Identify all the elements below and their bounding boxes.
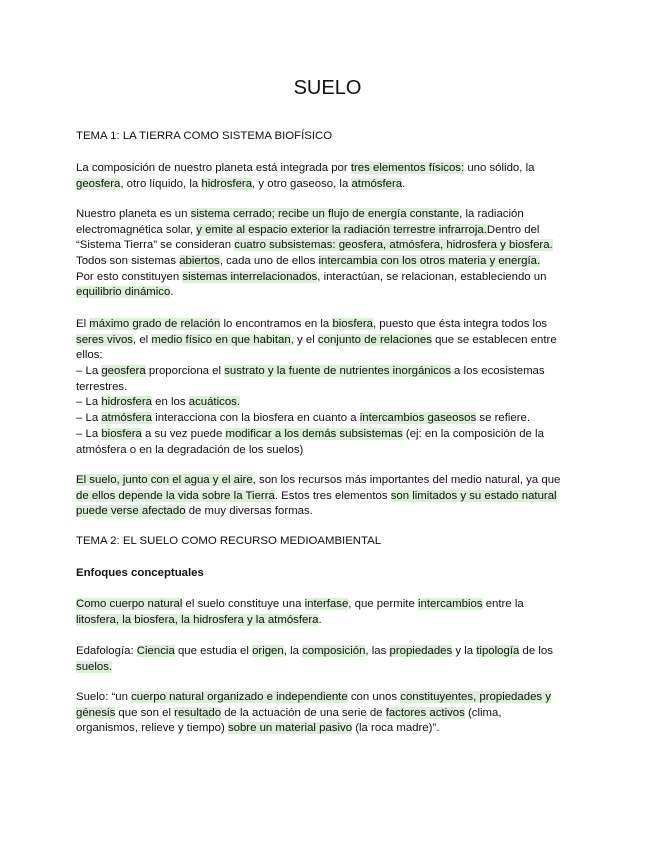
highlighted-text: composición: [302, 645, 366, 657]
text-segment: TEMA 2: EL SUELO COMO RECURSO MEDIOAMBIENTAL: [76, 535, 382, 547]
text-segment: , cada uno de ellos: [219, 255, 319, 268]
text-segment: terrestres.: [76, 380, 128, 393]
highlighted-text: cuatro subsistemas: geosfera, atmósfera, hidrosfera y biosfera.: [234, 239, 553, 252]
text-segment: – La: [76, 412, 102, 425]
text-segment: (clima,: [464, 706, 502, 719]
highlighted-text: atmósfera: [101, 412, 152, 425]
highlighted-text: resultado: [174, 706, 222, 719]
highlighted-text: intercambios: [417, 598, 483, 610]
highlighted-text: biosfera: [101, 427, 142, 440]
text-line: [76, 223, 596, 239]
text-segment: Por esto constituyen: [76, 270, 183, 283]
paragraph-composicion: [76, 161, 596, 192]
text-line: [76, 395, 596, 411]
text-line: [76, 207, 596, 223]
text-segment: La composición de nuestro planeta está integrada por: [76, 162, 351, 174]
text-segment: a los ecosistemas: [450, 365, 545, 378]
text-segment: (la roca madre)”.: [352, 722, 440, 735]
paragraph-recursos: [76, 473, 596, 520]
text-line: [76, 254, 596, 270]
text-segment: “Sistema Tierra” se consideran: [76, 239, 235, 252]
text-line: [76, 489, 596, 505]
highlighted-text: sobre un material pasivo: [227, 722, 353, 735]
highlighted-text: sustrato y la fuente de nutrientes inorgánicos: [224, 365, 451, 378]
paragraph-definicion-suelo: [76, 690, 596, 737]
text-segment: entre la: [482, 598, 524, 610]
text-segment: , interactúan, se relacionan, estableciendo un: [317, 270, 547, 283]
highlighted-text: intercambia con los otros materia y energía.: [318, 255, 541, 268]
highlighted-text: sistemas interrelacionados: [182, 270, 318, 283]
highlighted-text: constituyentes, propiedades y: [400, 691, 551, 703]
highlighted-text: intercambios gaseosos: [359, 412, 477, 425]
text-segment: de muy diversas formas.: [185, 505, 313, 518]
text-line: [76, 534, 596, 550]
text-segment: , son los recursos más importantes del medio natural, ya que: [252, 474, 561, 486]
highlighted-text: son limitados y su estado natural: [390, 489, 557, 502]
highlighted-text: acuáticos.: [188, 396, 241, 409]
tema-1-heading: [76, 129, 596, 145]
text-line: [76, 721, 596, 737]
text-segment: , las: [365, 645, 390, 657]
text-segment: a su vez puede: [141, 427, 226, 440]
highlighted-text: modificar a los demás subsistemas: [225, 427, 403, 440]
text-line: [76, 270, 596, 286]
paragraph-sistema-cerrado: [76, 207, 596, 301]
text-segment: que son el: [115, 706, 175, 719]
text-line: [76, 238, 596, 254]
text-segment: El: [76, 318, 90, 330]
text-segment: electromagnética solar,: [76, 223, 197, 236]
text-segment: interacciona con la biosfera en cuanto a: [152, 412, 360, 425]
highlighted-text: seres vivos: [76, 333, 133, 346]
highlighted-text: origen: [252, 645, 284, 657]
text-segment: organismos, relieve y tiempo): [76, 722, 228, 735]
text-line: [76, 427, 596, 443]
highlighted-text: equilibrio dinámico: [76, 286, 171, 299]
text-segment: y la: [452, 645, 477, 657]
text-segment: , y el: [290, 333, 318, 346]
highlighted-text: medio físico en que habitan: [151, 333, 291, 346]
highlighted-text: propiedades: [389, 645, 453, 657]
text-line: [76, 333, 596, 349]
text-segment: – La: [76, 365, 102, 378]
text-segment: proporciona el: [145, 365, 225, 378]
highlighted-text: geosfera: [76, 177, 121, 190]
text-segment: – La: [76, 396, 102, 409]
text-line: [76, 597, 596, 613]
highlighted-text: Ciencia: [136, 645, 175, 657]
text-segment: uno sólido, la: [464, 162, 535, 174]
paragraph-cuerpo-natural: [76, 597, 596, 628]
highlighted-text: máximo grado de relación: [89, 318, 221, 330]
highlighted-text: cuerpo natural organizado e independiente: [131, 691, 348, 703]
paragraph-edafologia: [76, 644, 596, 675]
text-line: [76, 177, 596, 193]
text-segment: , y otro gaseoso, la: [252, 177, 352, 190]
text-line: [76, 504, 596, 520]
text-segment: de la actuación de una serie de: [221, 706, 386, 719]
highlighted-text: El suelo, junto con el agua y el aire: [76, 474, 253, 486]
text-line: [76, 348, 596, 364]
highlighted-text: atmósfera: [351, 177, 403, 190]
text-segment: , otro líquido, la: [120, 177, 202, 190]
highlighted-text: puede verse afectado: [76, 505, 186, 518]
tema-2-heading: [76, 534, 596, 550]
text-line: [76, 473, 596, 489]
text-segment: que estudia el: [174, 645, 253, 657]
text-segment: .: [318, 613, 322, 626]
text-segment: se refiere.: [476, 412, 531, 425]
text-segment: Dentro del: [486, 223, 540, 236]
text-line: [76, 364, 596, 380]
text-line: [76, 443, 596, 459]
text-line: [76, 613, 596, 629]
highlighted-text: litosfera, la biosfera, la hidrosfera y la atmósfera: [76, 613, 319, 626]
text-segment: con unos: [347, 691, 401, 703]
text-line: [76, 129, 596, 145]
text-segment: Edafología:: [76, 645, 137, 657]
highlighted-text: conjunto de relaciones: [317, 333, 432, 346]
text-segment: Suelo: “un: [76, 691, 132, 703]
text-segment: .: [170, 286, 174, 299]
text-segment: (ej: en la composición de la: [402, 427, 544, 440]
highlighted-text: sistema cerrado; recibe un flujo de energía constante: [190, 208, 460, 220]
text-segment: , puesto que ésta integra todos los: [372, 318, 548, 330]
highlighted-text: abiertos: [179, 255, 220, 268]
highlighted-text: hidrosfera: [101, 396, 152, 409]
highlighted-text: de ellos depende la vida sobre la Tierra: [76, 489, 275, 502]
text-segment: . Estos tres elementos: [274, 489, 391, 502]
text-segment: atmósfera o en la degradación de los suelos): [76, 443, 304, 456]
highlighted-text: hidrosfera: [201, 177, 253, 190]
text-segment: lo encontramos en la: [220, 318, 333, 330]
text-line: [76, 380, 596, 396]
text-line: [76, 285, 596, 301]
highlighted-text: tres elementos físicos:: [350, 162, 465, 174]
text-segment: de los: [519, 645, 553, 657]
text-segment: , la: [283, 645, 303, 657]
highlighted-text: génesis: [76, 706, 116, 719]
highlighted-text: biosfera: [332, 318, 373, 330]
text-line: [76, 690, 596, 706]
text-line: [76, 411, 596, 427]
text-segment: Todos son sistemas: [76, 255, 180, 268]
text-segment: ellos:: [76, 349, 103, 362]
highlighted-text: factores activos: [385, 706, 465, 719]
highlighted-text: tipología: [476, 645, 520, 657]
text-segment: , el: [132, 333, 152, 346]
text-segment: que se establecen entre: [431, 333, 557, 346]
text-segment: TEMA 1: LA TIERRA COMO SISTEMA BIOFÍSICO: [76, 130, 333, 142]
document-title: SUELO: [293, 77, 362, 99]
subheading-enfoques: [76, 566, 596, 582]
highlighted-text: Como cuerpo natural: [76, 598, 183, 610]
highlighted-text: geosfera: [101, 365, 146, 378]
text-line: [76, 566, 596, 582]
text-segment: Nuestro planeta es un: [76, 208, 191, 220]
text-segment: Enfoques conceptuales: [76, 567, 204, 579]
text-segment: en los: [152, 396, 189, 409]
text-line: [76, 706, 596, 722]
text-segment: el suelo constituye una: [182, 598, 305, 610]
text-line: [76, 161, 596, 177]
text-line: [76, 317, 596, 333]
highlighted-text: interfase: [304, 598, 349, 610]
text-segment: – La: [76, 427, 102, 440]
text-segment: .: [402, 177, 406, 190]
text-line: [76, 660, 596, 676]
text-segment: , que permite: [348, 598, 418, 610]
paragraph-biosfera: [76, 317, 596, 458]
highlighted-text: y emite al espacio exterior la radiación terrestre infrarroja.: [196, 223, 487, 236]
highlighted-text: suelos.: [76, 660, 113, 673]
text-segment: , la radiación: [459, 208, 524, 220]
text-line: [76, 644, 596, 660]
